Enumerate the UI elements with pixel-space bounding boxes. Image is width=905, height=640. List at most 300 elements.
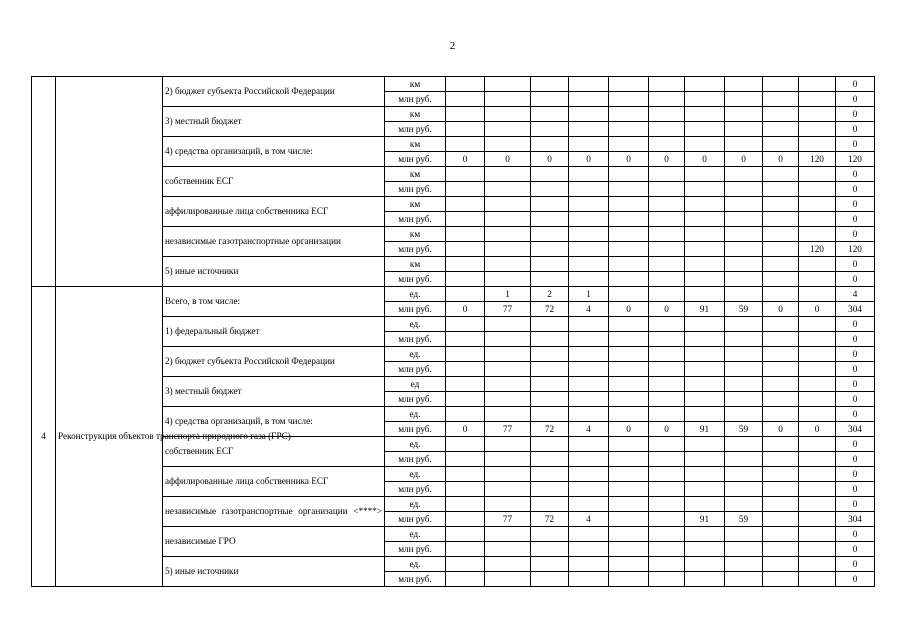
value-cell xyxy=(799,572,836,587)
value-cell xyxy=(763,287,799,302)
value-cell xyxy=(725,317,763,332)
value-cell xyxy=(649,392,685,407)
value-cell xyxy=(569,137,609,152)
unit-cell: ед. xyxy=(385,497,446,512)
total-cell: 0 xyxy=(836,77,875,92)
unit-cell: км xyxy=(385,167,446,182)
value-cell xyxy=(531,242,569,257)
value-cell xyxy=(799,167,836,182)
total-cell: 0 xyxy=(836,527,875,542)
value-cell xyxy=(531,482,569,497)
value-cell xyxy=(649,362,685,377)
value-cell: 0 xyxy=(609,152,649,167)
unit-cell: ед. xyxy=(385,407,446,422)
value-cell xyxy=(799,497,836,512)
value-cell xyxy=(485,572,531,587)
value-cell xyxy=(446,497,485,512)
value-cell xyxy=(763,107,799,122)
value-cell xyxy=(569,122,609,137)
unit-cell: млн руб. xyxy=(385,512,446,527)
value-cell xyxy=(446,227,485,242)
value-cell xyxy=(485,347,531,362)
value-cell xyxy=(649,287,685,302)
section-number-cell xyxy=(32,77,56,287)
value-cell xyxy=(725,332,763,347)
value-cell xyxy=(609,317,649,332)
value-cell xyxy=(725,452,763,467)
value-cell xyxy=(531,77,569,92)
total-cell: 0 xyxy=(836,362,875,377)
value-cell xyxy=(649,572,685,587)
funding-source-label: независимые газотранспортные организации <****> xyxy=(163,497,385,527)
value-cell: 0 xyxy=(763,302,799,317)
value-cell xyxy=(763,392,799,407)
value-cell xyxy=(799,347,836,362)
value-cell xyxy=(649,137,685,152)
value-cell xyxy=(531,392,569,407)
value-cell xyxy=(763,257,799,272)
funding-source-label: 2) бюджет субъекта Российской Федерации xyxy=(163,347,385,377)
value-cell xyxy=(485,227,531,242)
value-cell xyxy=(609,452,649,467)
value-cell xyxy=(725,347,763,362)
value-cell xyxy=(609,137,649,152)
value-cell xyxy=(763,437,799,452)
value-cell xyxy=(446,467,485,482)
value-cell xyxy=(763,527,799,542)
value-cell xyxy=(685,167,725,182)
value-cell xyxy=(446,77,485,92)
value-cell xyxy=(685,77,725,92)
value-cell xyxy=(569,407,609,422)
total-cell: 0 xyxy=(836,482,875,497)
unit-cell: млн руб. xyxy=(385,92,446,107)
value-cell xyxy=(531,122,569,137)
value-cell xyxy=(531,137,569,152)
value-cell: 77 xyxy=(485,422,531,437)
value-cell xyxy=(763,122,799,137)
value-cell xyxy=(609,512,649,527)
value-cell xyxy=(531,467,569,482)
value-cell xyxy=(649,77,685,92)
value-cell xyxy=(485,212,531,227)
value-cell xyxy=(799,227,836,242)
unit-cell: ед. xyxy=(385,467,446,482)
value-cell xyxy=(799,332,836,347)
total-cell: 0 xyxy=(836,227,875,242)
value-cell: 59 xyxy=(725,302,763,317)
value-cell: 59 xyxy=(725,422,763,437)
value-cell xyxy=(685,182,725,197)
value-cell xyxy=(725,122,763,137)
unit-cell: млн руб. xyxy=(385,452,446,467)
value-cell xyxy=(531,497,569,512)
table-body xyxy=(32,77,875,587)
value-cell: 120 xyxy=(799,152,836,167)
value-cell xyxy=(485,362,531,377)
value-cell xyxy=(531,542,569,557)
value-cell xyxy=(725,212,763,227)
total-cell: 0 xyxy=(836,212,875,227)
value-cell xyxy=(685,212,725,227)
value-cell xyxy=(763,77,799,92)
value-cell xyxy=(763,137,799,152)
value-cell xyxy=(446,317,485,332)
value-cell xyxy=(685,122,725,137)
value-cell xyxy=(609,287,649,302)
value-cell: 0 xyxy=(685,152,725,167)
total-cell: 0 xyxy=(836,107,875,122)
value-cell xyxy=(685,92,725,107)
value-cell xyxy=(446,392,485,407)
value-cell xyxy=(725,257,763,272)
value-cell xyxy=(649,512,685,527)
value-cell xyxy=(569,377,609,392)
value-cell xyxy=(685,242,725,257)
value-cell xyxy=(531,167,569,182)
value-cell xyxy=(649,92,685,107)
value-cell xyxy=(763,347,799,362)
value-cell xyxy=(763,212,799,227)
value-cell xyxy=(799,317,836,332)
value-cell xyxy=(569,77,609,92)
funding-source-label: 4) средства организаций, в том числе: xyxy=(163,407,385,437)
value-cell xyxy=(446,347,485,362)
value-cell xyxy=(649,437,685,452)
value-cell xyxy=(531,212,569,227)
unit-cell: км xyxy=(385,257,446,272)
value-cell xyxy=(763,92,799,107)
value-cell xyxy=(446,407,485,422)
funding-source-label: независимые газотранспортные организации xyxy=(163,227,385,257)
total-cell: 0 xyxy=(836,167,875,182)
value-cell xyxy=(485,482,531,497)
value-cell xyxy=(609,257,649,272)
value-cell xyxy=(799,512,836,527)
value-cell: 4 xyxy=(569,422,609,437)
value-cell xyxy=(485,467,531,482)
total-cell: 0 xyxy=(836,272,875,287)
value-cell xyxy=(569,332,609,347)
value-cell xyxy=(763,182,799,197)
value-cell xyxy=(649,107,685,122)
value-cell xyxy=(649,452,685,467)
value-cell xyxy=(685,377,725,392)
value-cell xyxy=(725,272,763,287)
value-cell xyxy=(649,197,685,212)
unit-cell: ед. xyxy=(385,347,446,362)
funding-source-label: Всего, в том числе: xyxy=(163,287,385,317)
total-cell: 0 xyxy=(836,542,875,557)
total-cell: 0 xyxy=(836,257,875,272)
value-cell: 0 xyxy=(446,152,485,167)
value-cell xyxy=(725,167,763,182)
value-cell xyxy=(485,392,531,407)
value-cell xyxy=(649,332,685,347)
value-cell xyxy=(799,77,836,92)
value-cell xyxy=(763,272,799,287)
table-row xyxy=(32,287,875,302)
value-cell xyxy=(609,227,649,242)
value-cell xyxy=(763,317,799,332)
value-cell xyxy=(725,287,763,302)
value-cell xyxy=(446,92,485,107)
value-cell xyxy=(763,332,799,347)
value-cell xyxy=(609,347,649,362)
value-cell xyxy=(609,77,649,92)
value-cell: 0 xyxy=(609,422,649,437)
page-number: 2 xyxy=(449,40,456,52)
total-cell: 304 xyxy=(836,422,875,437)
value-cell xyxy=(649,242,685,257)
value-cell xyxy=(685,107,725,122)
value-cell xyxy=(485,452,531,467)
total-cell: 0 xyxy=(836,452,875,467)
value-cell xyxy=(609,407,649,422)
total-cell: 0 xyxy=(836,437,875,452)
value-cell: 72 xyxy=(531,422,569,437)
value-cell xyxy=(569,452,609,467)
value-cell xyxy=(446,332,485,347)
value-cell xyxy=(609,92,649,107)
total-cell: 0 xyxy=(836,197,875,212)
value-cell xyxy=(649,182,685,197)
total-cell: 304 xyxy=(836,512,875,527)
unit-cell: ед. xyxy=(385,527,446,542)
value-cell: 77 xyxy=(485,512,531,527)
value-cell: 0 xyxy=(799,302,836,317)
value-cell xyxy=(685,347,725,362)
value-cell xyxy=(649,482,685,497)
value-cell xyxy=(531,407,569,422)
value-cell xyxy=(799,437,836,452)
value-cell xyxy=(649,317,685,332)
value-cell xyxy=(649,527,685,542)
value-cell xyxy=(685,227,725,242)
value-cell xyxy=(799,272,836,287)
unit-cell: млн руб. xyxy=(385,122,446,137)
value-cell xyxy=(725,572,763,587)
section-name-cell xyxy=(56,77,163,287)
value-cell xyxy=(531,92,569,107)
value-cell xyxy=(649,272,685,287)
value-cell: 0 xyxy=(569,152,609,167)
value-cell xyxy=(609,272,649,287)
value-cell: 0 xyxy=(531,152,569,167)
value-cell xyxy=(531,437,569,452)
value-cell xyxy=(446,437,485,452)
value-cell xyxy=(569,557,609,572)
value-cell xyxy=(531,452,569,467)
value-cell xyxy=(485,257,531,272)
value-cell xyxy=(799,287,836,302)
value-cell xyxy=(569,362,609,377)
value-cell xyxy=(531,377,569,392)
value-cell xyxy=(485,122,531,137)
unit-cell: км xyxy=(385,107,446,122)
value-cell xyxy=(763,362,799,377)
value-cell xyxy=(649,407,685,422)
value-cell xyxy=(685,542,725,557)
value-cell xyxy=(569,437,609,452)
value-cell xyxy=(485,167,531,182)
value-cell xyxy=(569,317,609,332)
value-cell: 1 xyxy=(569,287,609,302)
value-cell xyxy=(569,467,609,482)
unit-cell: млн руб. xyxy=(385,182,446,197)
value-cell xyxy=(799,542,836,557)
value-cell xyxy=(649,557,685,572)
value-cell xyxy=(531,347,569,362)
value-cell xyxy=(569,542,609,557)
unit-cell: км xyxy=(385,227,446,242)
value-cell xyxy=(763,377,799,392)
value-cell xyxy=(649,347,685,362)
value-cell xyxy=(763,572,799,587)
funding-source-label: 5) иные источники xyxy=(163,557,385,587)
value-cell xyxy=(569,107,609,122)
value-cell xyxy=(446,287,485,302)
value-cell xyxy=(609,212,649,227)
value-cell xyxy=(685,317,725,332)
value-cell: 0 xyxy=(763,152,799,167)
value-cell xyxy=(609,497,649,512)
value-cell xyxy=(446,377,485,392)
value-cell xyxy=(531,257,569,272)
value-cell xyxy=(799,527,836,542)
value-cell xyxy=(799,467,836,482)
value-cell xyxy=(485,377,531,392)
unit-cell: млн руб. xyxy=(385,482,446,497)
value-cell xyxy=(685,482,725,497)
value-cell xyxy=(485,557,531,572)
value-cell xyxy=(446,512,485,527)
value-cell xyxy=(799,257,836,272)
value-cell xyxy=(446,197,485,212)
unit-cell: млн руб. xyxy=(385,542,446,557)
value-cell xyxy=(446,107,485,122)
value-cell: 0 xyxy=(485,152,531,167)
value-cell xyxy=(485,317,531,332)
value-cell xyxy=(763,512,799,527)
value-cell: 1 xyxy=(485,287,531,302)
value-cell xyxy=(649,227,685,242)
value-cell xyxy=(685,467,725,482)
funding-source-label: аффилированные лица собственника ЕСГ xyxy=(163,197,385,227)
value-cell xyxy=(609,542,649,557)
value-cell xyxy=(725,407,763,422)
value-cell xyxy=(685,452,725,467)
section-name: Реконструкция объектов транспорта природного газа (ГРС) xyxy=(56,287,163,587)
value-cell xyxy=(446,572,485,587)
total-cell: 120 xyxy=(836,152,875,167)
value-cell xyxy=(531,317,569,332)
total-cell: 4 xyxy=(836,287,875,302)
unit-cell: млн руб. xyxy=(385,332,446,347)
value-cell xyxy=(531,572,569,587)
value-cell xyxy=(763,242,799,257)
value-cell xyxy=(725,77,763,92)
value-cell xyxy=(725,92,763,107)
value-cell xyxy=(485,542,531,557)
value-cell xyxy=(446,122,485,137)
value-cell xyxy=(485,407,531,422)
value-cell xyxy=(609,437,649,452)
value-cell xyxy=(609,392,649,407)
value-cell xyxy=(725,137,763,152)
value-cell: 0 xyxy=(799,422,836,437)
value-cell xyxy=(485,437,531,452)
value-cell: 0 xyxy=(763,422,799,437)
value-cell xyxy=(799,362,836,377)
value-cell xyxy=(799,122,836,137)
value-cell xyxy=(446,527,485,542)
value-cell xyxy=(609,362,649,377)
funding-source-label: 5) иные источники xyxy=(163,257,385,287)
unit-cell: млн руб. xyxy=(385,242,446,257)
value-cell xyxy=(725,527,763,542)
value-cell xyxy=(569,257,609,272)
value-cell xyxy=(763,407,799,422)
value-cell xyxy=(609,242,649,257)
value-cell xyxy=(685,332,725,347)
value-cell xyxy=(799,92,836,107)
value-cell xyxy=(569,482,609,497)
value-cell xyxy=(725,197,763,212)
unit-cell: км xyxy=(385,137,446,152)
total-cell: 0 xyxy=(836,392,875,407)
total-cell: 0 xyxy=(836,377,875,392)
value-cell xyxy=(799,392,836,407)
value-cell xyxy=(763,197,799,212)
value-cell: 0 xyxy=(609,302,649,317)
unit-cell: млн руб. xyxy=(385,212,446,227)
value-cell xyxy=(799,482,836,497)
value-cell xyxy=(725,542,763,557)
value-cell xyxy=(685,137,725,152)
value-cell xyxy=(446,272,485,287)
value-cell: 59 xyxy=(725,512,763,527)
value-cell xyxy=(569,182,609,197)
total-cell: 120 xyxy=(836,242,875,257)
value-cell xyxy=(799,452,836,467)
value-cell xyxy=(531,107,569,122)
funding-source-label: собственник ЕСГ xyxy=(163,167,385,197)
value-cell xyxy=(609,122,649,137)
value-cell: 4 xyxy=(569,302,609,317)
value-cell xyxy=(446,212,485,227)
unit-cell: ед. xyxy=(385,317,446,332)
value-cell xyxy=(485,332,531,347)
value-cell xyxy=(685,527,725,542)
value-cell xyxy=(725,107,763,122)
value-cell xyxy=(569,92,609,107)
value-cell: 4 xyxy=(569,512,609,527)
value-cell xyxy=(649,377,685,392)
unit-cell: млн руб. xyxy=(385,392,446,407)
value-cell xyxy=(685,392,725,407)
funding-source-label: независимые ГРО xyxy=(163,527,385,557)
value-cell xyxy=(725,362,763,377)
value-cell: 72 xyxy=(531,512,569,527)
value-cell xyxy=(485,182,531,197)
value-cell: 91 xyxy=(685,422,725,437)
value-cell xyxy=(725,227,763,242)
value-cell xyxy=(763,557,799,572)
value-cell xyxy=(609,572,649,587)
value-cell xyxy=(799,377,836,392)
value-cell xyxy=(799,182,836,197)
